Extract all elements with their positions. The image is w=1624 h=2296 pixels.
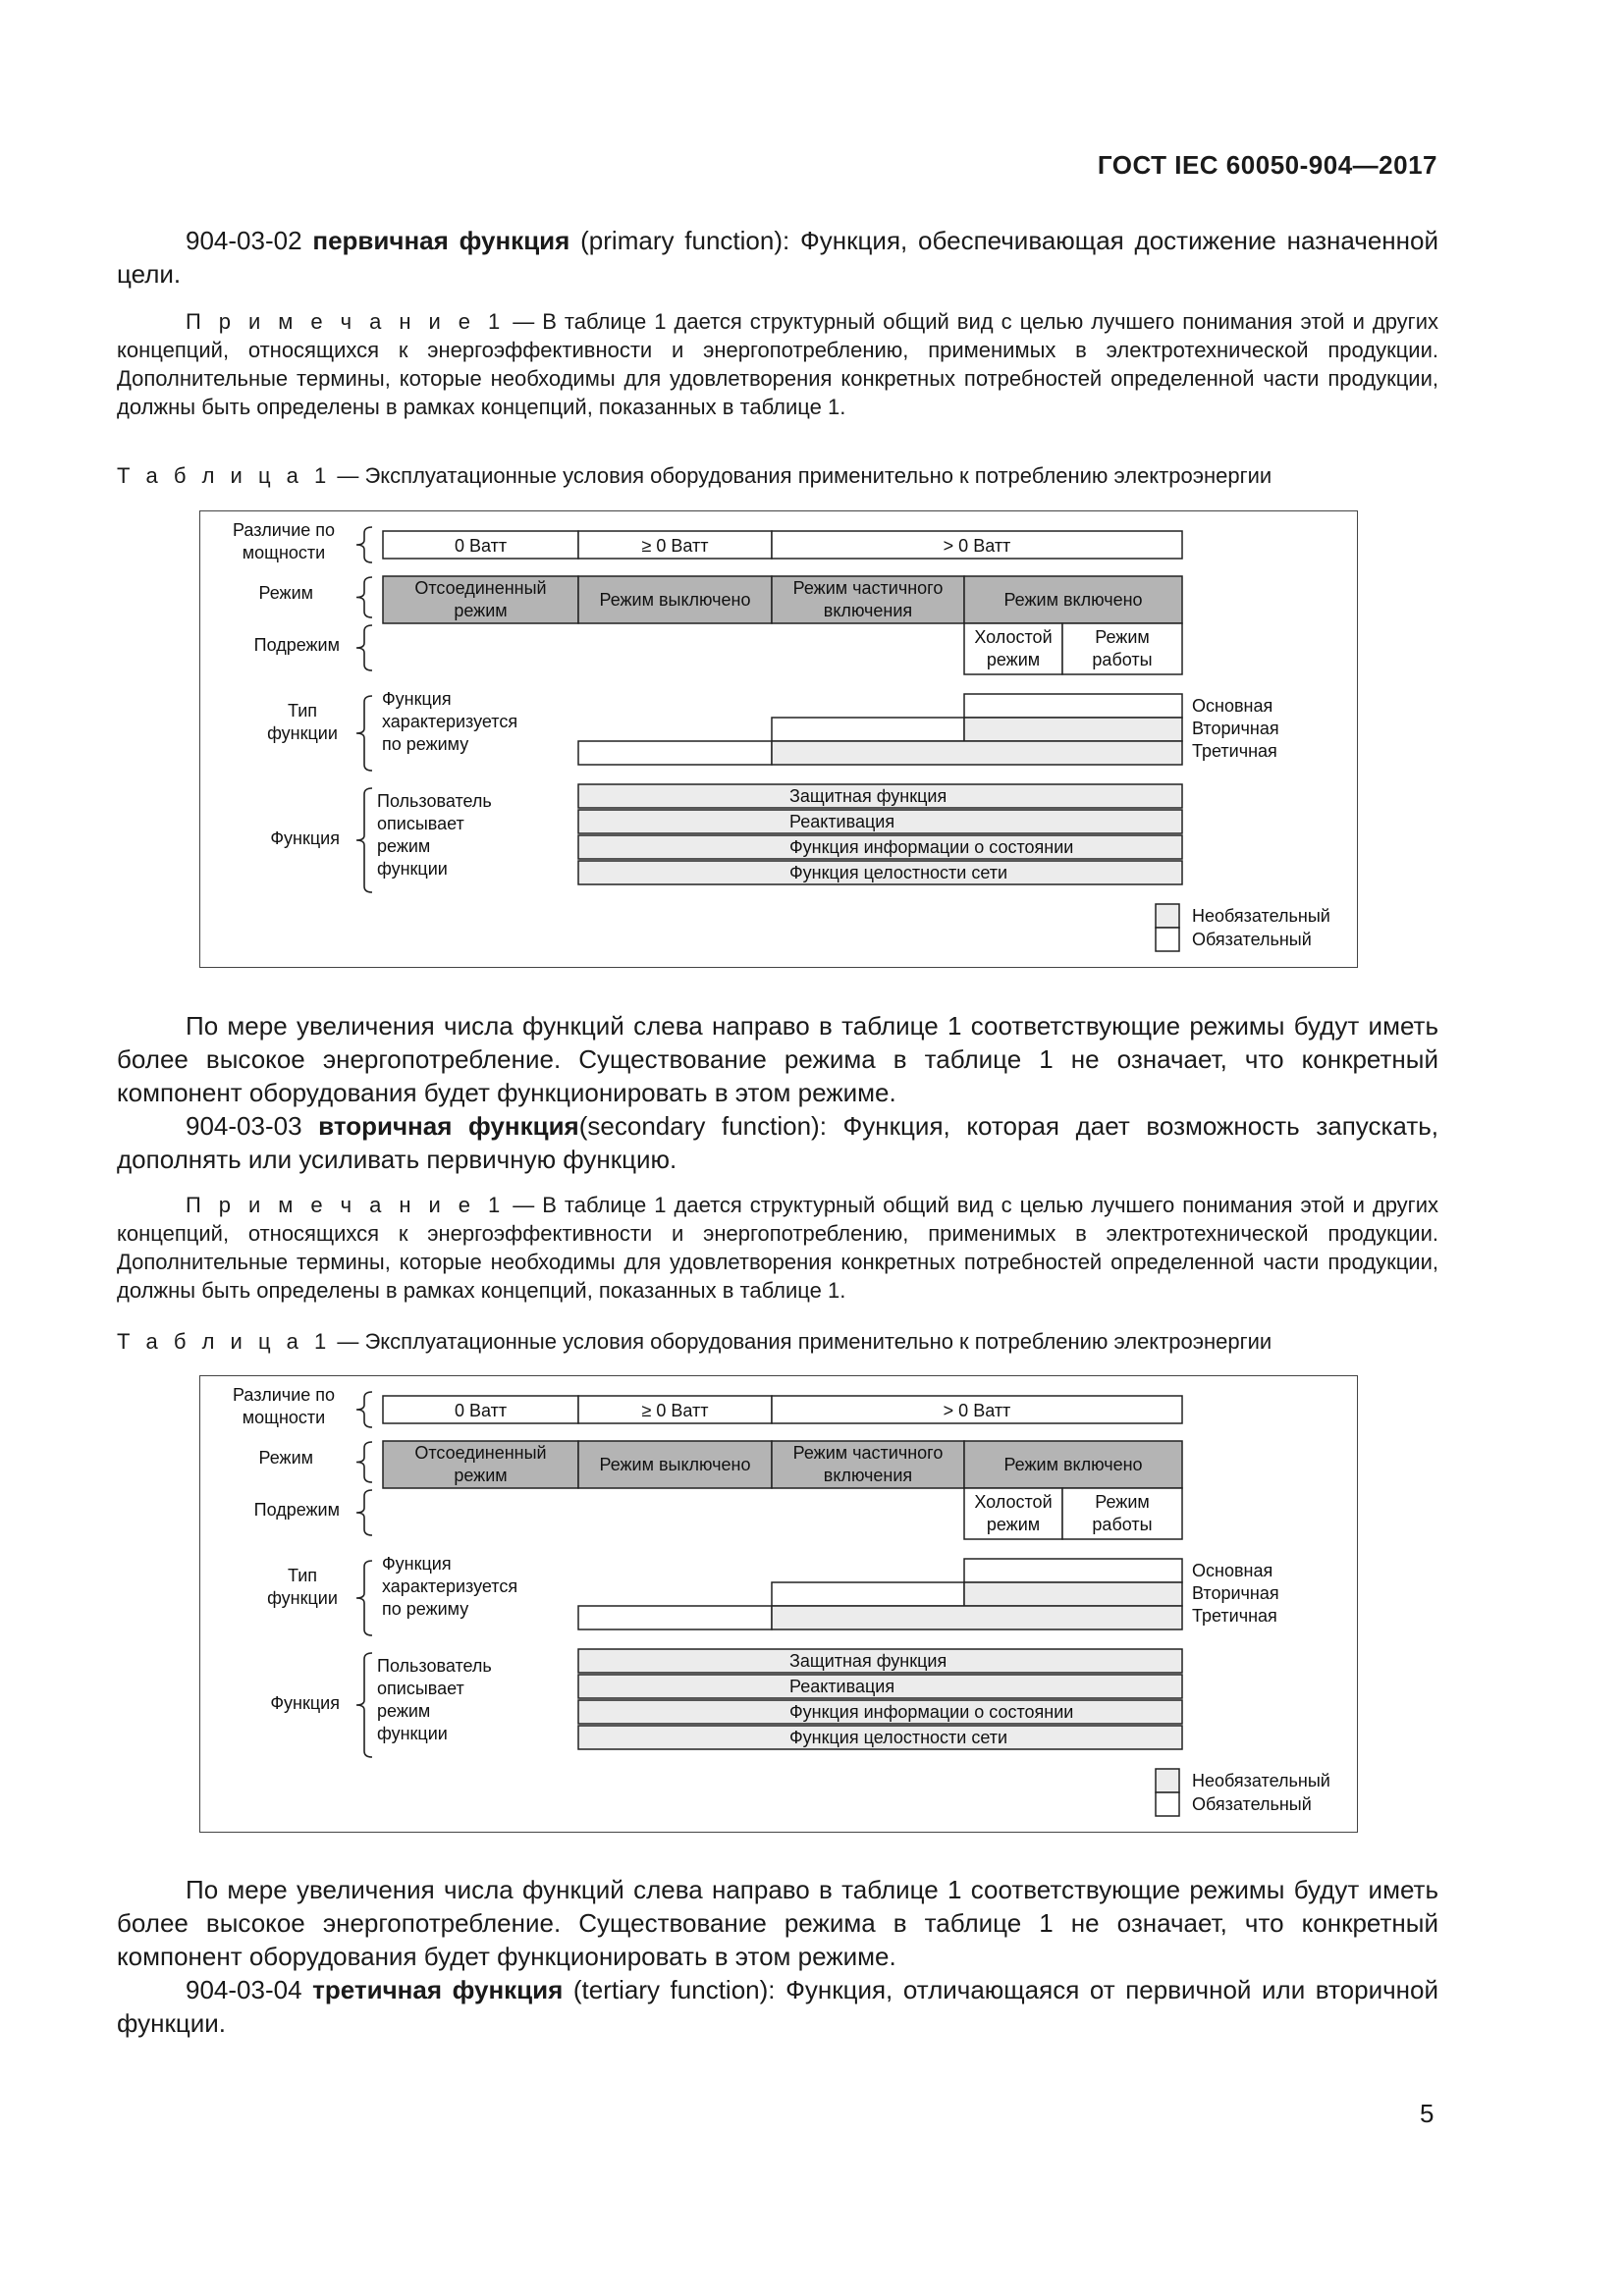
note-1 (117, 307, 1438, 421)
submode-label: Режим (1095, 1492, 1150, 1512)
function-row-label: Функция информации о состоянии (789, 1702, 1074, 1722)
mode-label: Режим частичного (792, 1443, 944, 1463)
function-type-description: характеризуется (382, 712, 518, 731)
power-label: ≥ 0 Ватт (641, 536, 709, 556)
term-number: 904-03-03 (186, 1111, 302, 1141)
function-description: функции (377, 1724, 448, 1743)
row-label-mode: Режим (258, 583, 313, 603)
operating-conditions-figure-2 (199, 1375, 1358, 1833)
table-caption-2 (117, 1327, 1438, 1357)
power-label: > 0 Ватт (943, 536, 1011, 556)
brace-power (356, 1392, 372, 1427)
row-label-function-type: функции (267, 1588, 338, 1608)
legend-mandatory-label: Обязательный (1192, 1794, 1312, 1814)
function-type-description: характеризуется (382, 1576, 518, 1596)
function-type-legend: Третичная (1192, 1606, 1277, 1626)
row-label-function-type: Тип (287, 701, 318, 721)
submode-label: работы (1092, 650, 1153, 669)
power-label: ≥ 0 Ватт (641, 1401, 709, 1420)
row-label-mode: Режим (258, 1448, 313, 1468)
function-type-legend: Вторичная (1192, 1583, 1279, 1603)
function-type-secondary (772, 718, 964, 741)
function-row-label: Защитная функция (789, 1651, 947, 1671)
term-name: третичная функция (312, 1975, 564, 2004)
mode-label: Отсоединенный (414, 1443, 547, 1463)
function-type-secondary-opt (964, 1582, 1182, 1606)
function-description: Пользователь (377, 791, 492, 811)
table-caption-1 (117, 461, 1438, 491)
function-type-tertiary (578, 1606, 772, 1629)
note-label: П р и м е ч а н и е 1 (186, 309, 506, 334)
caption-label: Т а б л и ц а 1 (117, 463, 332, 488)
row-label-function: Функция (270, 828, 340, 848)
row-label-power: мощности (242, 1408, 326, 1427)
page-header: ГОСТ IEC 60050-904—2017 (1097, 150, 1437, 180)
function-type-tertiary (578, 741, 772, 765)
note-label: П р и м е ч а н и е 1 (186, 1193, 506, 1217)
legend-optional-label: Необязательный (1192, 906, 1330, 926)
term-definition: (secondary function): Функция, которая дает возможность запускать, дополнять или усиливать первичную функцию. (117, 1111, 1438, 1174)
submode-label: Холостой (974, 1492, 1053, 1512)
mode-label: Режим включено (1003, 590, 1143, 610)
row-label-function-type: Тип (287, 1566, 318, 1585)
term-number: 904-03-04 (186, 1975, 302, 2004)
mode-label: Режим включено (1003, 1455, 1143, 1474)
function-type-description: по режиму (382, 734, 469, 754)
function-row-label: Реактивация (789, 812, 895, 831)
legend-optional-box (1156, 904, 1179, 928)
function-description: режим (377, 1701, 431, 1721)
function-row-label: Реактивация (789, 1677, 895, 1696)
function-row-label: Функция целостности сети (789, 863, 1008, 882)
function-type-legend: Третичная (1192, 741, 1277, 761)
brace-mode (356, 1442, 372, 1482)
brace-function (356, 788, 372, 892)
legend-mandatory-box (1156, 1792, 1179, 1816)
mode-label: Отсоединенный (414, 578, 547, 598)
power-label: 0 Ватт (454, 536, 508, 556)
brace-mode (356, 577, 372, 617)
operating-conditions-figure-1 (199, 510, 1358, 968)
note-text: — В таблице 1 дается структурный общий вид с целью лучшего понимания этой и других концепций, относящихся к энергоэффективности и энергопотреблению, применимых в электротехнической продукции. Дополнительные термины, которые необходимы для удовлетворения конкретных потребностей определенной части продукции, должны быть определены в рамках концепций, показанных в таблице 1. (117, 309, 1438, 419)
function-type-description: Функция (382, 1554, 452, 1574)
function-type-primary (964, 694, 1182, 718)
mode-label: Режим выключено (599, 1455, 751, 1474)
submode-label: режим (986, 1515, 1041, 1534)
function-description: описывает (377, 1679, 464, 1698)
paragraph-energy-2 (117, 1873, 1438, 1973)
brace-power (356, 527, 372, 562)
function-type-description: по режиму (382, 1599, 469, 1619)
function-row-label: Защитная функция (789, 786, 947, 806)
term-definition: (primary function): Функция, обеспечивающая достижение назначенной цели. (117, 226, 1439, 289)
row-label-submode: Подрежим (253, 1500, 340, 1520)
submode-label: Холостой (974, 627, 1053, 647)
row-label-power: Различие по (232, 1385, 336, 1405)
function-description: функции (377, 859, 448, 879)
function-type-legend: Основная (1192, 696, 1273, 716)
term-definition: (tertiary function): Функция, отличающаяся от первичной или вторичной функции. (117, 1975, 1438, 2038)
function-type-legend: Основная (1192, 1561, 1273, 1580)
caption-label: Т а б л и ц а 1 (117, 1329, 332, 1354)
legend-optional-box (1156, 1769, 1179, 1792)
function-type-tertiary-opt (772, 741, 1182, 765)
brace-function (356, 1653, 372, 1757)
brace-submode (356, 1490, 372, 1535)
submode-label: Режим (1095, 627, 1150, 647)
function-description: Пользователь (377, 1656, 492, 1676)
power-label: 0 Ватт (454, 1401, 508, 1420)
function-type-secondary-opt (964, 718, 1182, 741)
power-label: > 0 Ватт (943, 1401, 1011, 1420)
submode-label: режим (986, 650, 1041, 669)
legend-mandatory-label: Обязательный (1192, 930, 1312, 949)
function-description: режим (377, 836, 431, 856)
function-row-label: Функция целостности сети (789, 1728, 1008, 1747)
page-number: 5 (1420, 2099, 1435, 2128)
paragraph-energy-1 (117, 1009, 1438, 1109)
function-type-legend: Вторичная (1192, 719, 1279, 738)
brace-submode (356, 625, 372, 670)
mode-label: режим (454, 601, 508, 620)
note-text: — В таблице 1 дается структурный общий вид с целью лучшего понимания этой и других концепций, относящихся к энергоэффективности и энергопотреблению, применимых в электротехнической продукции. Дополнительные термины, которые необходимы для удовлетворения конкретных потребностей определенной части продукции, должны быть определены в рамках концепций, показанных в таблице 1. (117, 1193, 1438, 1303)
term-name: вторичная функция (318, 1111, 579, 1141)
term-name: первичная функция (312, 226, 570, 255)
mode-label: Режим частичного (792, 578, 944, 598)
legend-mandatory-box (1156, 928, 1179, 951)
mode-label: включения (823, 601, 913, 620)
mode-label: Режим выключено (599, 590, 751, 610)
caption-text: — Эксплуатационные условия оборудования применительно к потреблению электроэнергии (331, 1329, 1272, 1354)
function-type-description: Функция (382, 689, 452, 709)
row-label-function-type: функции (267, 723, 338, 743)
definition-primary-function (117, 224, 1438, 291)
function-type-primary (964, 1559, 1182, 1582)
note-2 (117, 1191, 1438, 1305)
row-label-function: Функция (270, 1693, 340, 1713)
row-label-submode: Подрежим (253, 635, 340, 655)
function-type-secondary (772, 1582, 964, 1606)
function-description: описывает (377, 814, 464, 833)
row-label-power: Различие по (232, 520, 336, 540)
definition-tertiary-function (117, 1973, 1438, 2040)
submode-label: работы (1092, 1515, 1153, 1534)
function-type-tertiary-opt (772, 1606, 1182, 1629)
paragraph-text: По мере увеличения числа функций слева направо в таблице 1 соответствующие режимы будут иметь более высокое энергопотребление. Существование режима в таблице 1 не означает, что конкретный компонент оборудования будет функционировать в этом режиме. (117, 1011, 1438, 1107)
term-number: 904-03-02 (186, 226, 302, 255)
legend-optional-label: Необязательный (1192, 1771, 1330, 1790)
mode-label: включения (823, 1466, 913, 1485)
brace-function-type (356, 696, 372, 771)
row-label-power: мощности (242, 543, 326, 562)
brace-function-type (356, 1561, 372, 1635)
paragraph-text: По мере увеличения числа функций слева направо в таблице 1 соответствующие режимы будут иметь более высокое энергопотребление. Существование режима в таблице 1 не означает, что конкретный компонент оборудования будет функционировать в этом режиме. (117, 1875, 1438, 1971)
function-row-label: Функция информации о состоянии (789, 837, 1074, 857)
definition-secondary-function (117, 1109, 1438, 1176)
mode-label: режим (454, 1466, 508, 1485)
caption-text: — Эксплуатационные условия оборудования применительно к потреблению электроэнергии (331, 463, 1272, 488)
